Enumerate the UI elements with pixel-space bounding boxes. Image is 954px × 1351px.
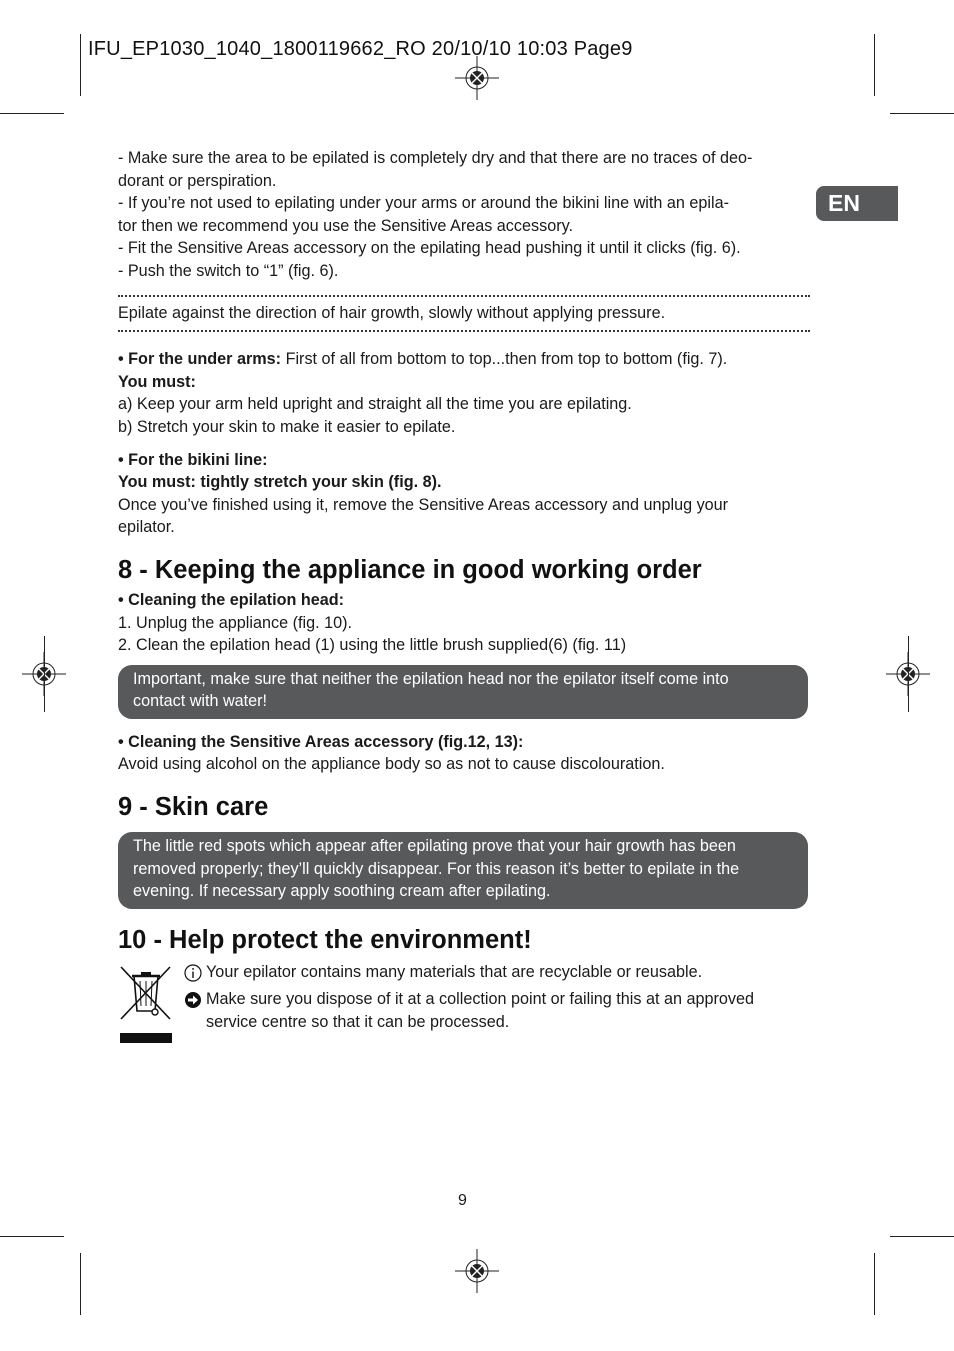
underarms-step-b: b) Stretch your skin to make it easier to epilate. [118,417,456,436]
skin-care-callout [118,832,808,909]
callout-line: evening. If necessary apply soothing cream after epilating. [133,882,551,901]
crop-mark [874,1253,875,1315]
env-recyclable-text: Your epilator contains many materials that are recyclable or reusable. [206,962,703,981]
intro-line: - If you’re not used to epilating under your arms or around the bikini line with an epila- [118,194,729,213]
crop-mark [908,636,909,712]
water-warning-callout [118,665,808,719]
underarms-text: First of all from bottom to top...then from top to bottom (fig. 7). [281,350,728,369]
bikini-text: epilator. [118,518,175,537]
callout-line: contact with water! [133,692,268,711]
alcohol-note: Avoid using alcohol on the appliance body so as not to cause discolouration. [118,755,665,774]
cleaning-step-2: 2. Clean the epilation head (1) using the little brush supplied(6) (fig. 11) [118,636,627,655]
env-dispose-line: service centre so that it can be processed. [206,1013,510,1032]
cleaning-step-1: 1. Unplug the appliance (fig. 10). [118,613,352,632]
epilate-note: Epilate against the direction of hair growth, slowly without applying pressure. [118,303,666,322]
env-line [184,988,814,1033]
crop-mark [890,1236,954,1237]
intro-line: - Fit the Sensitive Areas accessory on the epilating head pushing it until it clicks (fig. 6). [118,239,741,258]
section-8-heading: 8 - Keeping the appliance in good working order [118,555,702,584]
info-circle-icon [184,961,206,989]
intro-line: tor then we recommend you use the Sensitive Areas accessory. [118,216,573,235]
language-badge: EN [816,186,898,221]
crop-mark [0,113,64,114]
registration-mark-icon [455,56,499,100]
env-dispose-line: Make sure you dispose of it at a collection point or failing this at an approved [206,990,754,1009]
right-arrow-circle-icon [184,988,206,1033]
bikini-lead: • For the bikini line: [118,450,268,469]
print-header: IFU_EP1030_1040_1800119662_RO 20/10/10 10:03 Page9 [88,38,633,60]
cleaning-head-lead: • Cleaning the epilation head: [118,590,345,609]
callout-line: Important, make sure that neither the epilation head nor the epilator itself come into [133,669,729,688]
crop-mark [44,636,45,712]
env-line [184,961,814,989]
environment-text [184,961,814,1034]
underarms-lead: • For the under arms: [118,350,282,369]
environment-block [118,961,810,1043]
registration-mark-icon [455,1249,499,1293]
callout-line: removed properly; they’ll quickly disappear. For this reason it’s better to epilate in the [133,859,740,878]
underarms-must: You must: [118,372,196,391]
intro-line: - Push the switch to “1” (fig. 6). [118,261,339,280]
section-9-heading: 9 - Skin care [118,793,269,822]
bikini-must: You must: tightly stretch your skin (fig. 8). [118,473,442,492]
page-content [118,147,810,1043]
crop-mark [890,113,954,114]
intro-line: dorant or perspiration. [118,171,277,190]
underarms-paragraph [118,348,810,371]
crop-mark [0,1236,64,1237]
intro-line: - Make sure the area to be epilated is completely dry and that there are no traces of deo- [118,149,753,167]
callout-line: The little red spots which appear after epilating prove that your hair growth has been [133,837,736,856]
crop-mark [874,34,875,96]
crop-mark [80,1253,81,1315]
page-number: 9 [458,1192,467,1209]
crop-mark [80,34,81,96]
cleaning-sensitive-lead: • Cleaning the Sensitive Areas accessory (fig.12, 13): [118,732,524,751]
bikini-text: Once you’ve finished using it, remove the Sensitive Areas accessory and unplug your [118,495,729,514]
underarms-step-a: a) Keep your arm held upright and straight all the time you are epilating. [118,395,632,414]
env-dispose-text [206,988,754,1033]
section-10-heading: 10 - Help protect the environment! [118,925,532,954]
crossed-out-wheelie-bin-icon [118,963,174,1045]
